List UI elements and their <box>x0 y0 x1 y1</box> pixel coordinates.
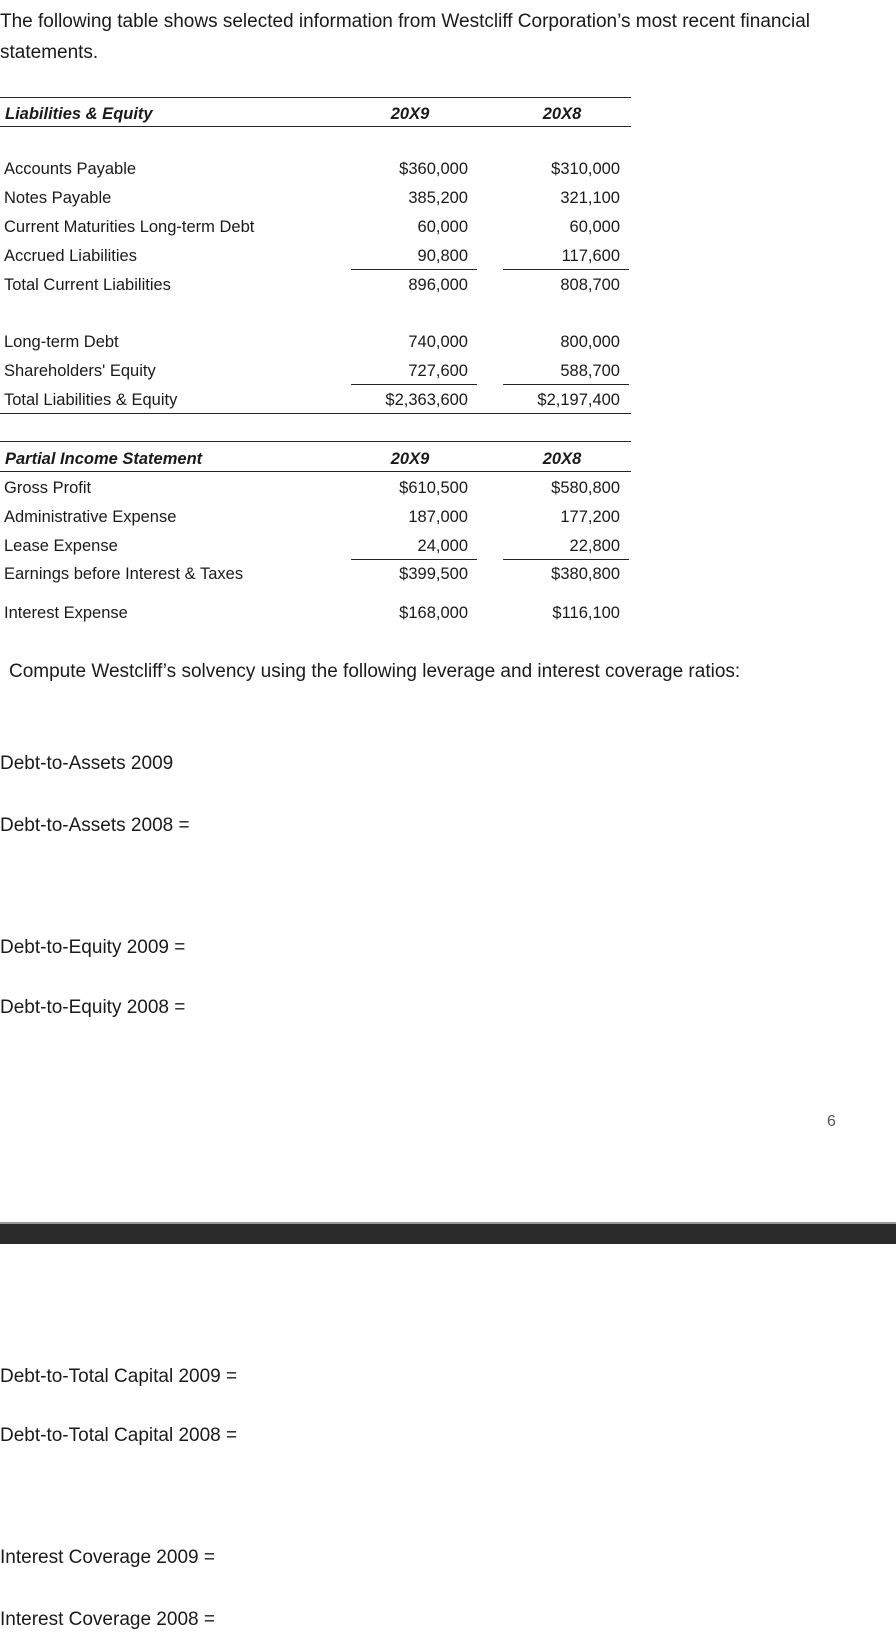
subtotal-rule <box>351 559 477 560</box>
col-header-20x8: 20X8 <box>542 450 582 468</box>
row-label: Long-term Debt <box>4 333 119 351</box>
value-20x9: 385,200 <box>408 189 468 207</box>
header-rule <box>0 126 631 127</box>
question-interest-coverage-2008: Interest Coverage 2008 = <box>0 1609 215 1630</box>
subtotal-rule <box>503 269 629 270</box>
value-20x9: $2,363,600 <box>385 391 468 409</box>
row-label: Administrative Expense <box>4 508 177 526</box>
header-rule <box>0 471 631 472</box>
question-debt-to-assets-2009: Debt-to-Assets 2009 <box>0 753 174 774</box>
row-label: Notes Payable <box>4 189 112 207</box>
row-label: Total Current Liabilities <box>4 276 171 294</box>
value-20x8: 800,000 <box>560 333 620 351</box>
row-label: Lease Expense <box>4 537 118 555</box>
value-20x9: $610,500 <box>399 479 468 497</box>
value-20x9: $360,000 <box>399 160 468 178</box>
row-label: Current Maturities Long-term Debt <box>4 218 255 236</box>
instruction-text: Compute Westcliff’s solvency using the following leverage and interest coverage ratios: <box>9 661 741 682</box>
value-20x9: 727,600 <box>408 362 468 380</box>
value-20x8: $310,000 <box>551 160 620 178</box>
question-interest-coverage-2009: Interest Coverage 2009 = <box>0 1547 215 1568</box>
subtotal-rule <box>351 384 477 385</box>
row-label: Interest Expense <box>4 604 128 622</box>
subtotal-rule <box>503 384 629 385</box>
value-20x9: $168,000 <box>399 604 468 622</box>
value-20x9: 896,000 <box>408 276 468 294</box>
value-20x9: 740,000 <box>408 333 468 351</box>
balance-sheet-header: Liabilities & Equity <box>5 105 153 123</box>
subtotal-rule <box>503 559 629 560</box>
value-20x8: 117,600 <box>561 247 620 265</box>
value-20x9: $399,500 <box>399 565 468 583</box>
table-top-rule <box>0 97 631 98</box>
value-20x8: 60,000 <box>569 218 620 236</box>
value-20x8: 588,700 <box>560 362 620 380</box>
col-header-20x8: 20X8 <box>542 105 582 123</box>
value-20x8: 321,100 <box>560 189 620 207</box>
value-20x8: $380,800 <box>551 565 620 583</box>
intro-text: The following table shows selected information from Westcliff Corporation’s most recent financial statements. <box>0 11 810 63</box>
value-20x9: 90,800 <box>417 247 468 265</box>
col-header-20x9: 20X9 <box>390 450 430 468</box>
row-label: Accounts Payable <box>4 160 137 178</box>
income-statement-header: Partial Income Statement <box>5 450 203 468</box>
row-label: Gross Profit <box>4 479 92 497</box>
value-20x8: 808,700 <box>560 276 620 294</box>
table-bottom-rule <box>0 413 631 414</box>
page-separator <box>0 1222 896 1244</box>
page-number: 6 <box>827 1113 836 1130</box>
value-20x9: 24,000 <box>417 537 468 555</box>
value-20x9: 60,000 <box>417 218 468 236</box>
row-label: Shareholders' Equity <box>4 362 156 380</box>
col-header-20x9: 20X9 <box>390 105 430 123</box>
table-top-rule <box>0 441 631 442</box>
row-label: Accrued Liabilities <box>4 247 137 265</box>
subtotal-rule <box>351 269 477 270</box>
value-20x8: $2,197,400 <box>537 391 620 409</box>
row-label: Total Liabilities & Equity <box>4 391 178 409</box>
row-label: Earnings before Interest & Taxes <box>4 565 244 583</box>
value-20x8: $116,100 <box>552 604 620 622</box>
value-20x9: 187,000 <box>408 508 468 526</box>
question-debt-to-total-capital-2009: Debt-to-Total Capital 2009 = <box>0 1366 238 1387</box>
value-20x8: 177,200 <box>560 508 620 526</box>
value-20x8: 22,800 <box>569 537 620 555</box>
question-debt-to-equity-2009: Debt-to-Equity 2009 = <box>0 937 186 958</box>
question-debt-to-equity-2008: Debt-to-Equity 2008 = <box>0 997 186 1018</box>
value-20x8: $580,800 <box>551 479 620 497</box>
question-debt-to-assets-2008: Debt-to-Assets 2008 = <box>0 815 190 836</box>
question-debt-to-total-capital-2008: Debt-to-Total Capital 2008 = <box>0 1425 238 1446</box>
